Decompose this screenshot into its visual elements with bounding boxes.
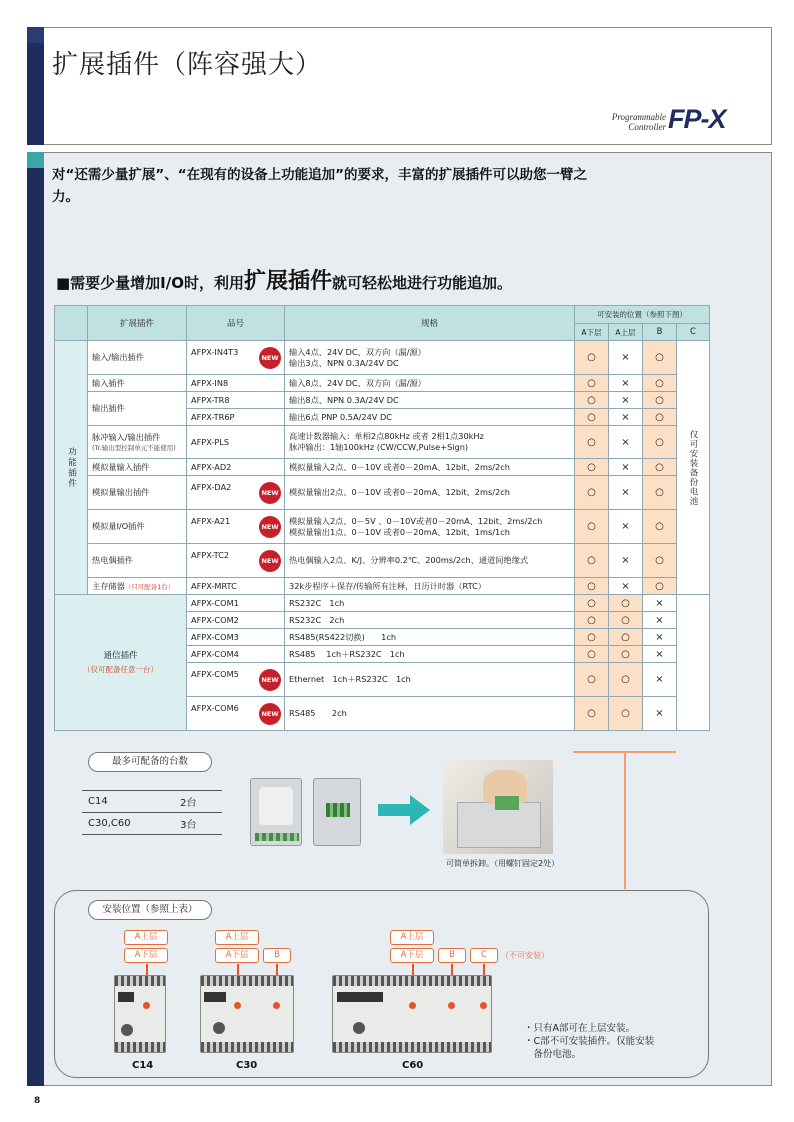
- install-position-title: 安装位置（参照上表）: [88, 900, 212, 920]
- header-spec: 规格: [285, 306, 575, 341]
- c-column-blank: [677, 595, 710, 731]
- row-a-upper: ○: [609, 697, 643, 731]
- row-a-lower: ○: [575, 646, 609, 663]
- row-a-lower: ○: [575, 392, 609, 409]
- row-a-upper: ○: [609, 612, 643, 629]
- tag-a-lower: A下层: [390, 948, 434, 963]
- row-name-note: （只可配备1台）: [124, 582, 175, 591]
- row-model: [187, 341, 285, 375]
- row-name-sub: (Tr.输出型控制单元不能使用): [92, 444, 176, 452]
- plc-c60-image: [332, 975, 492, 1053]
- row-a-upper: ○: [609, 646, 643, 663]
- marker-dot: [143, 1002, 150, 1009]
- plc-c14-image: [114, 975, 166, 1053]
- tag-a-lower: A下层: [124, 948, 168, 963]
- row-spec-line: 脉冲输出：1轴100kHz (CW/CCW,Pulse+Sign): [289, 442, 469, 452]
- table-row: [55, 510, 710, 544]
- install-note-line: ・C部不可安装插件。仅能安装: [524, 1036, 655, 1047]
- max-units-table: [82, 790, 222, 835]
- row-a-upper: ×: [609, 341, 643, 375]
- plugin-module-image: [313, 778, 361, 846]
- row-a-lower: ○: [575, 426, 609, 459]
- logo-subtitle: Programmable Controller: [611, 112, 666, 132]
- row-spec: 输出8点、NPN 0.3A/24V DC: [285, 392, 575, 409]
- table-row: [55, 578, 710, 595]
- row-b: ○: [643, 409, 677, 426]
- header-position: 可安装的位置（参照下图）: [575, 306, 710, 324]
- row-model: [187, 476, 285, 510]
- row-b: ○: [643, 375, 677, 392]
- header-c: C: [677, 324, 710, 341]
- row-b: ○: [643, 392, 677, 409]
- group-function-label: 功能插件: [66, 446, 77, 489]
- row-a-lower: ○: [575, 544, 609, 578]
- row-name: 输入/输出插件: [88, 341, 187, 375]
- row-spec: Ethernet 1ch＋RS232C 1ch: [285, 663, 575, 697]
- row-model: [187, 697, 285, 731]
- section-heading: [56, 264, 512, 295]
- row-a-upper: ×: [609, 476, 643, 510]
- row-name: 输出插件: [88, 392, 187, 426]
- row-model: AFPX-COM1: [187, 595, 285, 612]
- row-a-upper: ×: [609, 409, 643, 426]
- row-a-upper: ×: [609, 392, 643, 409]
- table-row: [55, 459, 710, 476]
- row-name-text: 主存储器: [92, 580, 125, 591]
- row-spec: [285, 510, 575, 544]
- plc-c30-image: [200, 975, 294, 1053]
- row-name: [88, 578, 187, 595]
- row-a-upper: ○: [609, 663, 643, 697]
- group-comm-cell: [55, 595, 187, 731]
- row-spec: RS232C 2ch: [285, 612, 575, 629]
- row-model: [187, 510, 285, 544]
- table-row: [55, 595, 710, 612]
- row-a-upper: ×: [609, 510, 643, 544]
- row-name: 模拟量I/O插件: [88, 510, 187, 544]
- row-model: [187, 663, 285, 697]
- marker-dot: [234, 1002, 241, 1009]
- install-note-line: 备份电池。: [524, 1049, 582, 1060]
- max-units-model: C30,C60: [82, 813, 174, 835]
- new-badge: NEW: [259, 703, 281, 725]
- max-units-row: [82, 813, 222, 835]
- row-a-upper: ×: [609, 544, 643, 578]
- plugin-module-image: [250, 778, 302, 846]
- marker-dot: [448, 1002, 455, 1009]
- tag-a-upper: A上层: [124, 930, 168, 945]
- row-b: ○: [643, 476, 677, 510]
- row-model: [187, 544, 285, 578]
- header-b: B: [643, 324, 677, 341]
- row-spec: 输出6点 PNP 0.5A/24V DC: [285, 409, 575, 426]
- row-b: ○: [643, 544, 677, 578]
- new-badge: NEW: [259, 516, 281, 538]
- row-b: ×: [643, 663, 677, 697]
- row-spec-line: 模拟量输入2点、0－5V 、0－10V或者0－20mA、12bit、2ms/2ch: [289, 515, 543, 526]
- model-label-c60: C60: [402, 1060, 424, 1071]
- page-number: 8: [34, 1096, 41, 1106]
- row-model: AFPX-PLS: [187, 426, 285, 459]
- arrow-right-icon: [378, 795, 430, 825]
- new-badge: NEW: [259, 347, 281, 369]
- row-a-lower: ○: [575, 595, 609, 612]
- row-spec: [285, 426, 575, 459]
- new-badge: NEW: [259, 482, 281, 504]
- row-name: [88, 426, 187, 459]
- row-spec: RS232C 1ch: [285, 595, 575, 612]
- row-spec-line: 高速计数器输入：单相2点80kHz 或者 2相1点30kHz: [289, 431, 484, 441]
- row-model: AFPX-IN8: [187, 375, 285, 392]
- main-accent-bar: [27, 152, 44, 1086]
- intro-text: 对“还需少量扩展”、“在现有的设备上功能追加”的要求，丰富的扩展插件可以助您一臂之力。: [52, 167, 587, 205]
- table-row: [55, 392, 710, 409]
- section-heading-highlight: 扩展插件: [244, 269, 333, 294]
- row-spec-line: 模拟量输出1点、0－10V 或者0－20mA、12bit、1ms/1ch: [289, 526, 510, 537]
- table-row: [55, 341, 710, 375]
- row-spec: RS485(RS422切换) 1ch: [285, 629, 575, 646]
- row-a-lower: ○: [575, 578, 609, 595]
- row-b: ○: [643, 510, 677, 544]
- row-spec: RS485 1ch＋RS232C 1ch: [285, 646, 575, 663]
- header-a-upper: A上层: [609, 324, 643, 341]
- row-a-lower: ○: [575, 476, 609, 510]
- row-model-text: AFPX-TC2: [191, 549, 230, 560]
- tag-c-note: （不可安装）: [501, 951, 549, 960]
- marker-dot: [480, 1002, 487, 1009]
- max-units-count: 2台: [174, 791, 222, 813]
- tag-b: B: [263, 948, 291, 963]
- row-model: AFPX-TR6P: [187, 409, 285, 426]
- row-a-upper: ×: [609, 459, 643, 476]
- row-name: 热电偶插件: [88, 544, 187, 578]
- max-units-title: 最多可配备的台数: [88, 752, 212, 772]
- row-b: ○: [643, 426, 677, 459]
- install-photo: [443, 760, 553, 854]
- tag-c: C: [470, 948, 498, 963]
- table-row: [55, 544, 710, 578]
- row-a-lower: ○: [575, 612, 609, 629]
- table-row: [55, 476, 710, 510]
- header-accent-bar: [27, 27, 44, 145]
- row-b: ○: [643, 341, 677, 375]
- row-a-lower: ○: [575, 510, 609, 544]
- c-column-note-cell: [677, 341, 710, 595]
- install-notes: [524, 1022, 654, 1061]
- row-a-lower: ○: [575, 663, 609, 697]
- tag-a-lower: A下层: [215, 948, 259, 963]
- row-a-lower: ○: [575, 341, 609, 375]
- row-spec: RS485 2ch: [285, 697, 575, 731]
- row-a-lower: ○: [575, 409, 609, 426]
- marker-dot: [409, 1002, 416, 1009]
- new-badge: NEW: [259, 550, 281, 572]
- row-a-upper: ×: [609, 426, 643, 459]
- row-spec-line: 输入4点、24V DC、双方向（漏/源）: [289, 346, 426, 357]
- connector-line: [624, 752, 626, 889]
- group-function-cell: [55, 341, 88, 595]
- marker-dot: [273, 1002, 280, 1009]
- table-row: [55, 426, 710, 459]
- row-b: ×: [643, 646, 677, 663]
- row-model: AFPX-AD2: [187, 459, 285, 476]
- page-title: 扩展插件（阵容强大）: [52, 50, 323, 80]
- row-name: 模拟量输出插件: [88, 476, 187, 510]
- row-b: ○: [643, 459, 677, 476]
- model-label-c30: C30: [236, 1060, 258, 1071]
- max-units-model: C14: [82, 791, 174, 813]
- row-a-lower: ○: [575, 697, 609, 731]
- row-model-text: AFPX-IN4T3: [191, 346, 239, 357]
- tag-b: B: [438, 948, 466, 963]
- row-a-upper: ○: [609, 595, 643, 612]
- header-model: 品号: [187, 306, 285, 341]
- row-model: AFPX-COM3: [187, 629, 285, 646]
- max-units-row: [82, 791, 222, 813]
- photo-caption: 可简单拆卸。（用螺钉固定2处）: [446, 859, 560, 868]
- row-model-text: AFPX-DA2: [191, 481, 232, 492]
- header-plugin: 扩展插件: [88, 306, 187, 341]
- row-model: AFPX-MRTC: [187, 578, 285, 595]
- header-blank: [55, 306, 88, 341]
- row-b: ×: [643, 629, 677, 646]
- row-name: 输入插件: [88, 375, 187, 392]
- section-heading-suffix: 就可轻松地进行功能追加。: [332, 274, 513, 292]
- row-model: AFPX-TR8: [187, 392, 285, 409]
- row-model: AFPX-COM4: [187, 646, 285, 663]
- row-spec: 模拟量输入2点、0－10V 或者0－20mA、12bit、2ms/2ch: [285, 459, 575, 476]
- header-accent-corner: [27, 27, 44, 43]
- row-a-upper: ○: [609, 629, 643, 646]
- row-model-text: AFPX-A21: [191, 515, 231, 526]
- fpx-logo: FP-X: [668, 104, 726, 134]
- install-note-line: ・只有A部可在上层安装。: [524, 1023, 635, 1034]
- c-column-note: 仅可安装备份电池: [688, 429, 698, 506]
- row-b: ×: [643, 612, 677, 629]
- row-spec: [285, 341, 575, 375]
- plugin-spec-table: [54, 305, 710, 731]
- tag-a-upper: A上层: [390, 930, 434, 945]
- row-b: ×: [643, 595, 677, 612]
- row-spec: 模拟量输出2点、0－10V 或者0－20mA、12bit、2ms/2ch: [285, 476, 575, 510]
- group-comm-note: （仅可配备任意一台）: [83, 664, 158, 674]
- section-heading-prefix: ■需要少量增加I/O时，利用: [56, 274, 244, 292]
- new-badge: NEW: [259, 669, 281, 691]
- group-comm-label: 通信插件: [103, 650, 138, 661]
- row-a-lower: ○: [575, 629, 609, 646]
- max-units-count: 3台: [174, 813, 222, 835]
- row-name-text: 脉冲输入/输出插件: [92, 432, 161, 442]
- row-b: ×: [643, 697, 677, 731]
- row-b: ○: [643, 578, 677, 595]
- row-a-upper: ×: [609, 578, 643, 595]
- header-a-lower: A下层: [575, 324, 609, 341]
- model-label-c14: C14: [132, 1060, 154, 1071]
- table-row: [55, 375, 710, 392]
- row-model-text: AFPX-COM6: [191, 702, 239, 713]
- row-spec: 热电偶输入2点、K/J、分辨率0.2℃、200ms/2ch、通道间绝缘式: [285, 544, 575, 578]
- row-name: 模拟量输入插件: [88, 459, 187, 476]
- tag-a-upper: A上层: [215, 930, 259, 945]
- main-accent-corner: [27, 152, 44, 168]
- row-a-lower: ○: [575, 459, 609, 476]
- row-spec: 输入8点、24V DC、双方向（漏/源）: [285, 375, 575, 392]
- row-model-text: AFPX-COM5: [191, 668, 239, 679]
- row-a-lower: ○: [575, 375, 609, 392]
- row-spec-line: 输出3点、NPN 0.3A/24V DC: [289, 357, 399, 368]
- row-spec: 32k步程序＋保存/传输所有注释，日历计时器（RTC）: [285, 578, 575, 595]
- row-model: AFPX-COM2: [187, 612, 285, 629]
- row-a-upper: ×: [609, 375, 643, 392]
